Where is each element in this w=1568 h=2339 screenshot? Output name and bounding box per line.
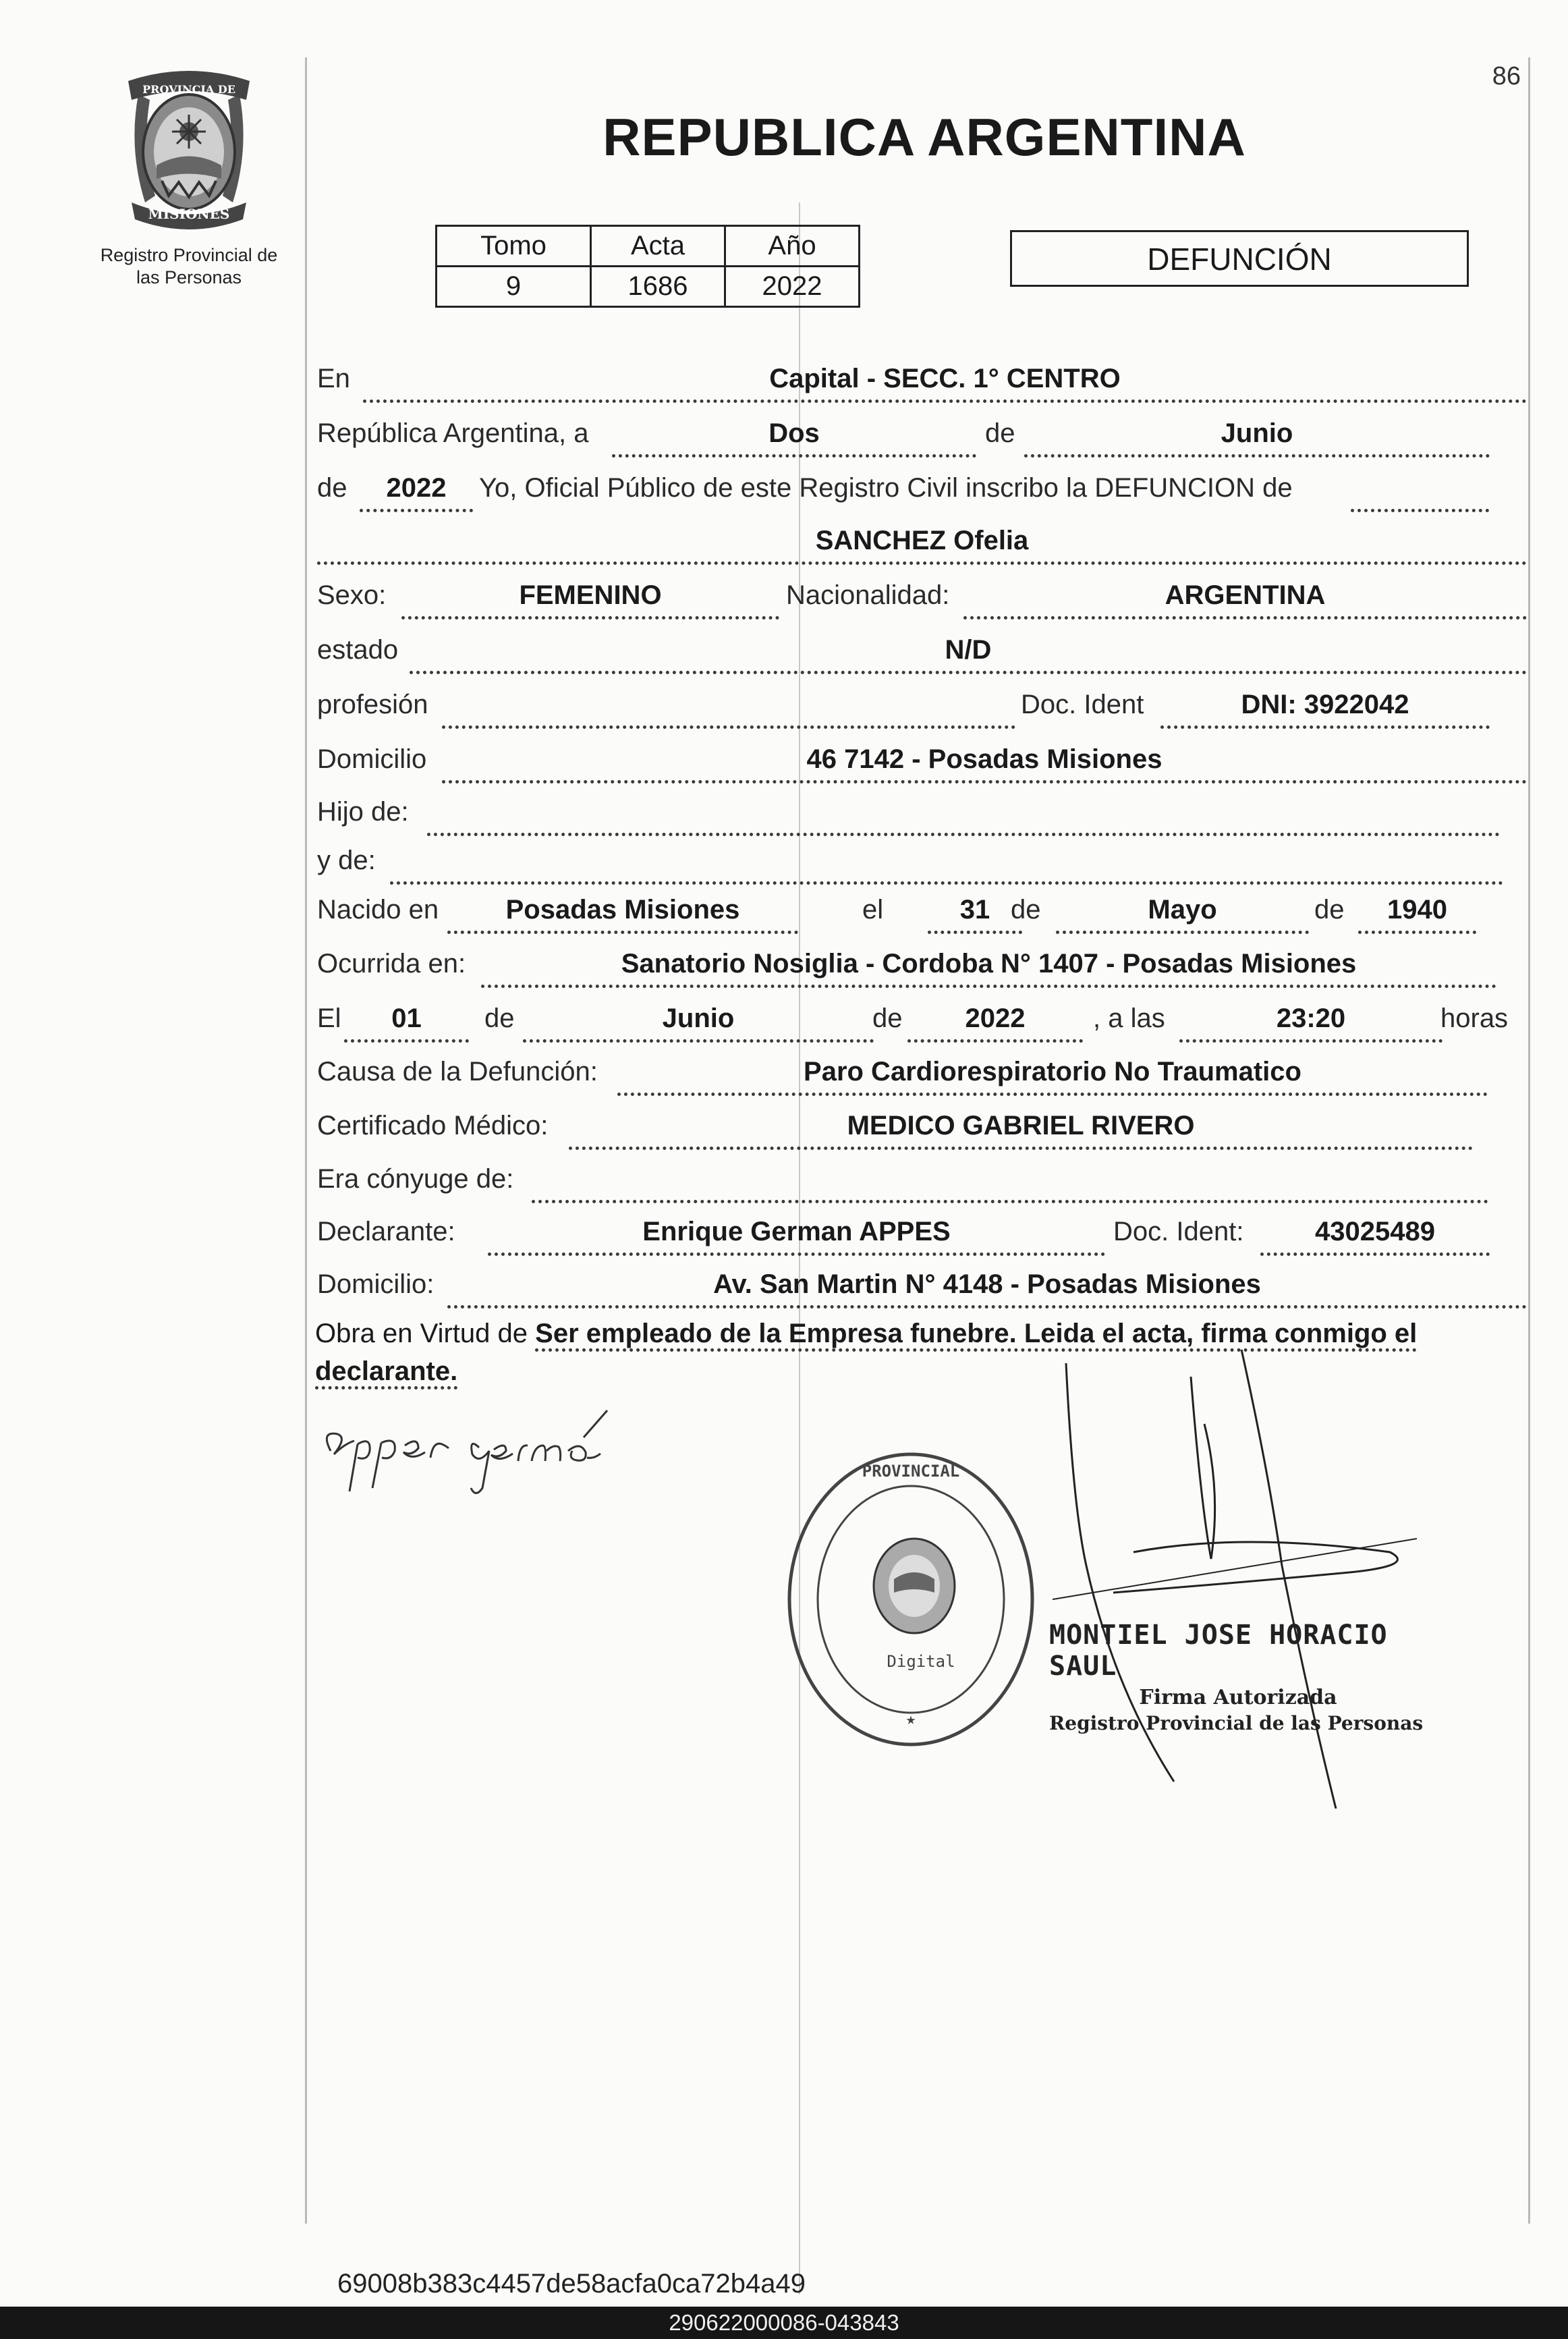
estado-field: N/D: [410, 633, 1527, 674]
ocurrida-label: Ocurrida en:: [317, 949, 466, 979]
birth-year-field: 1940: [1358, 893, 1476, 934]
conyuge-label: Era cónyuge de:: [317, 1164, 514, 1194]
doc-ident-2-field: 43025489: [1260, 1215, 1490, 1256]
name-field: SANCHEZ Ofelia: [317, 524, 1527, 565]
profesion-label: profesión: [317, 690, 428, 719]
birth-day-field: 31: [928, 893, 1022, 934]
row-date: [317, 416, 1528, 457]
declarante-handwritten-signature: [317, 1404, 641, 1505]
row-conyuge: [317, 1162, 1528, 1203]
death-year-field: 2022: [907, 1001, 1083, 1043]
profesion-field: [442, 688, 1015, 729]
sexo-label: Sexo:: [317, 580, 387, 610]
doc-ident-field: DNI: 3922042: [1160, 688, 1490, 729]
en-field: Capital - SECC. 1° CENTRO: [363, 362, 1527, 403]
page-number: 86: [1492, 62, 1521, 90]
yo-text: Yo, Oficial Público de este Registro Civil inscribo la DEFUNCION de: [479, 473, 1293, 503]
death-time-field: 23:20: [1179, 1001, 1443, 1043]
obra-label: Obra en Virtud de: [315, 1319, 528, 1348]
sexo-field: FEMENINO: [401, 578, 779, 620]
causa-label: Causa de la Defunción:: [317, 1057, 598, 1086]
nacionalidad-label: Nacionalidad:: [786, 580, 950, 610]
row-estado: [317, 633, 1528, 673]
row-nacido: [317, 893, 1528, 933]
alas-label: , a las: [1093, 1003, 1165, 1033]
right-margin-rule: [1528, 57, 1530, 2224]
table-header-acta: Acta: [591, 226, 725, 267]
de-label-6: de: [872, 1003, 903, 1033]
month-field: Junio: [1024, 416, 1490, 458]
authority-stamp: [1049, 1620, 1427, 1734]
declarante-field: Enrique German APPES: [488, 1215, 1105, 1256]
table-value-acta: 1686: [591, 267, 725, 307]
estado-label: estado: [317, 635, 399, 665]
nacionalidad-field: ARGENTINA: [963, 578, 1527, 620]
yde-field: [390, 844, 1503, 885]
en-label: En: [317, 364, 350, 393]
stamp-name: MONTIEL JOSE HORACIO SAUL: [1049, 1620, 1388, 1682]
row-certificado: [317, 1109, 1528, 1149]
svg-text:★: ★: [905, 1709, 916, 1728]
row-declarante: [317, 1215, 1528, 1255]
certificado-label: Certificado Médico:: [317, 1111, 549, 1140]
doc-ident-2-label: Doc. Ident:: [1113, 1217, 1244, 1246]
row-domicilio-2: [317, 1267, 1528, 1308]
de-label-4: de: [1314, 895, 1345, 925]
row-causa: [317, 1055, 1528, 1095]
registry-seal-icon: [776, 1437, 1046, 1761]
declarante-label: Declarante:: [317, 1217, 455, 1246]
registry-label-line1: Registro Provincial de: [100, 245, 278, 265]
footer-code-bar: 290622000086-043843: [0, 2307, 1568, 2339]
death-month-field: Junio: [523, 1001, 874, 1043]
left-margin-rule: [305, 57, 307, 2224]
svg-text:PROVINCIAL: PROVINCIAL: [862, 1462, 960, 1481]
page-title: REPUBLICA ARGENTINA: [603, 107, 1246, 167]
el-label-2: El: [317, 1003, 341, 1033]
birthplace-field: Posadas Misiones: [447, 893, 798, 934]
domicilio-2-label: Domicilio:: [317, 1269, 435, 1299]
registry-label-line2: las Personas: [136, 267, 242, 287]
row-yde: [317, 844, 1528, 884]
stamp-role: Firma Autorizada: [1139, 1686, 1337, 1709]
yde-label: y de:: [317, 846, 376, 875]
official-signature: [1039, 1336, 1417, 1809]
horas-label: horas: [1440, 1003, 1509, 1033]
stamp-registry: Registro Provincial de las Personas: [1049, 1712, 1424, 1734]
table-value-ano: 2022: [725, 267, 860, 307]
hijo-field: [427, 795, 1500, 836]
yo-trailing-field: [1351, 471, 1489, 512]
causa-field: Paro Cardiorespiratorio No Traumatico: [617, 1055, 1488, 1096]
row-en: [317, 362, 1528, 402]
row-domicilio: [317, 742, 1528, 783]
ocurrida-field: Sanatorio Nosiglia - Cordoba N° 1407 - Posadas Misiones: [481, 947, 1496, 988]
table-value-tomo: 9: [437, 267, 591, 307]
record-table: [435, 225, 860, 308]
document-hash: 69008b383c4457de58acfa0ca72b4a49: [337, 2269, 806, 2299]
table-header-ano: Año: [725, 226, 860, 267]
birth-month-field: Mayo: [1056, 893, 1309, 934]
svg-text:MISIONES: MISIONES: [148, 206, 230, 222]
nacido-label: Nacido en: [317, 895, 439, 925]
row-sexo: [317, 578, 1528, 619]
hijo-label: Hijo de:: [317, 797, 409, 827]
death-day-field: 01: [344, 1001, 469, 1043]
row-name: [317, 524, 1528, 564]
day-field: Dos: [612, 416, 976, 458]
svg-text:Digital: Digital: [887, 1652, 955, 1671]
de-label-3: de: [1011, 895, 1041, 925]
certificado-field: MEDICO GABRIEL RIVERO: [569, 1109, 1473, 1150]
doc-ident-label: Doc. Ident: [1021, 690, 1144, 719]
domicilio-field: 46 7142 - Posadas Misiones: [442, 742, 1527, 783]
record-type-box: DEFUNCIÓN: [1010, 230, 1469, 287]
row-profesion: [317, 688, 1528, 728]
conyuge-field: [532, 1162, 1488, 1203]
row-year: [317, 471, 1528, 512]
de-label-5: de: [484, 1003, 515, 1033]
republica-label: República Argentina, a: [317, 418, 589, 448]
de-label: de: [985, 418, 1015, 448]
table-header-tomo: Tomo: [437, 226, 591, 267]
domicilio-label: Domicilio: [317, 744, 427, 774]
row-hijo: [317, 795, 1528, 835]
de-label-2: de: [317, 473, 347, 503]
obra-field: Ser empleado de la Empresa funebre. Leida el acta, firma conmigo el declarante.: [315, 1319, 1417, 1389]
svg-text:PROVINCIA DE: PROVINCIA DE: [142, 83, 235, 96]
row-ocurrida: [317, 947, 1528, 987]
registry-label: [74, 244, 304, 289]
el-label: el: [862, 895, 884, 925]
year-field: 2022: [360, 471, 473, 512]
domicilio-2-field: Av. San Martin N° 4148 - Posadas Misiones: [447, 1267, 1527, 1309]
row-death-date: [317, 1001, 1528, 1042]
